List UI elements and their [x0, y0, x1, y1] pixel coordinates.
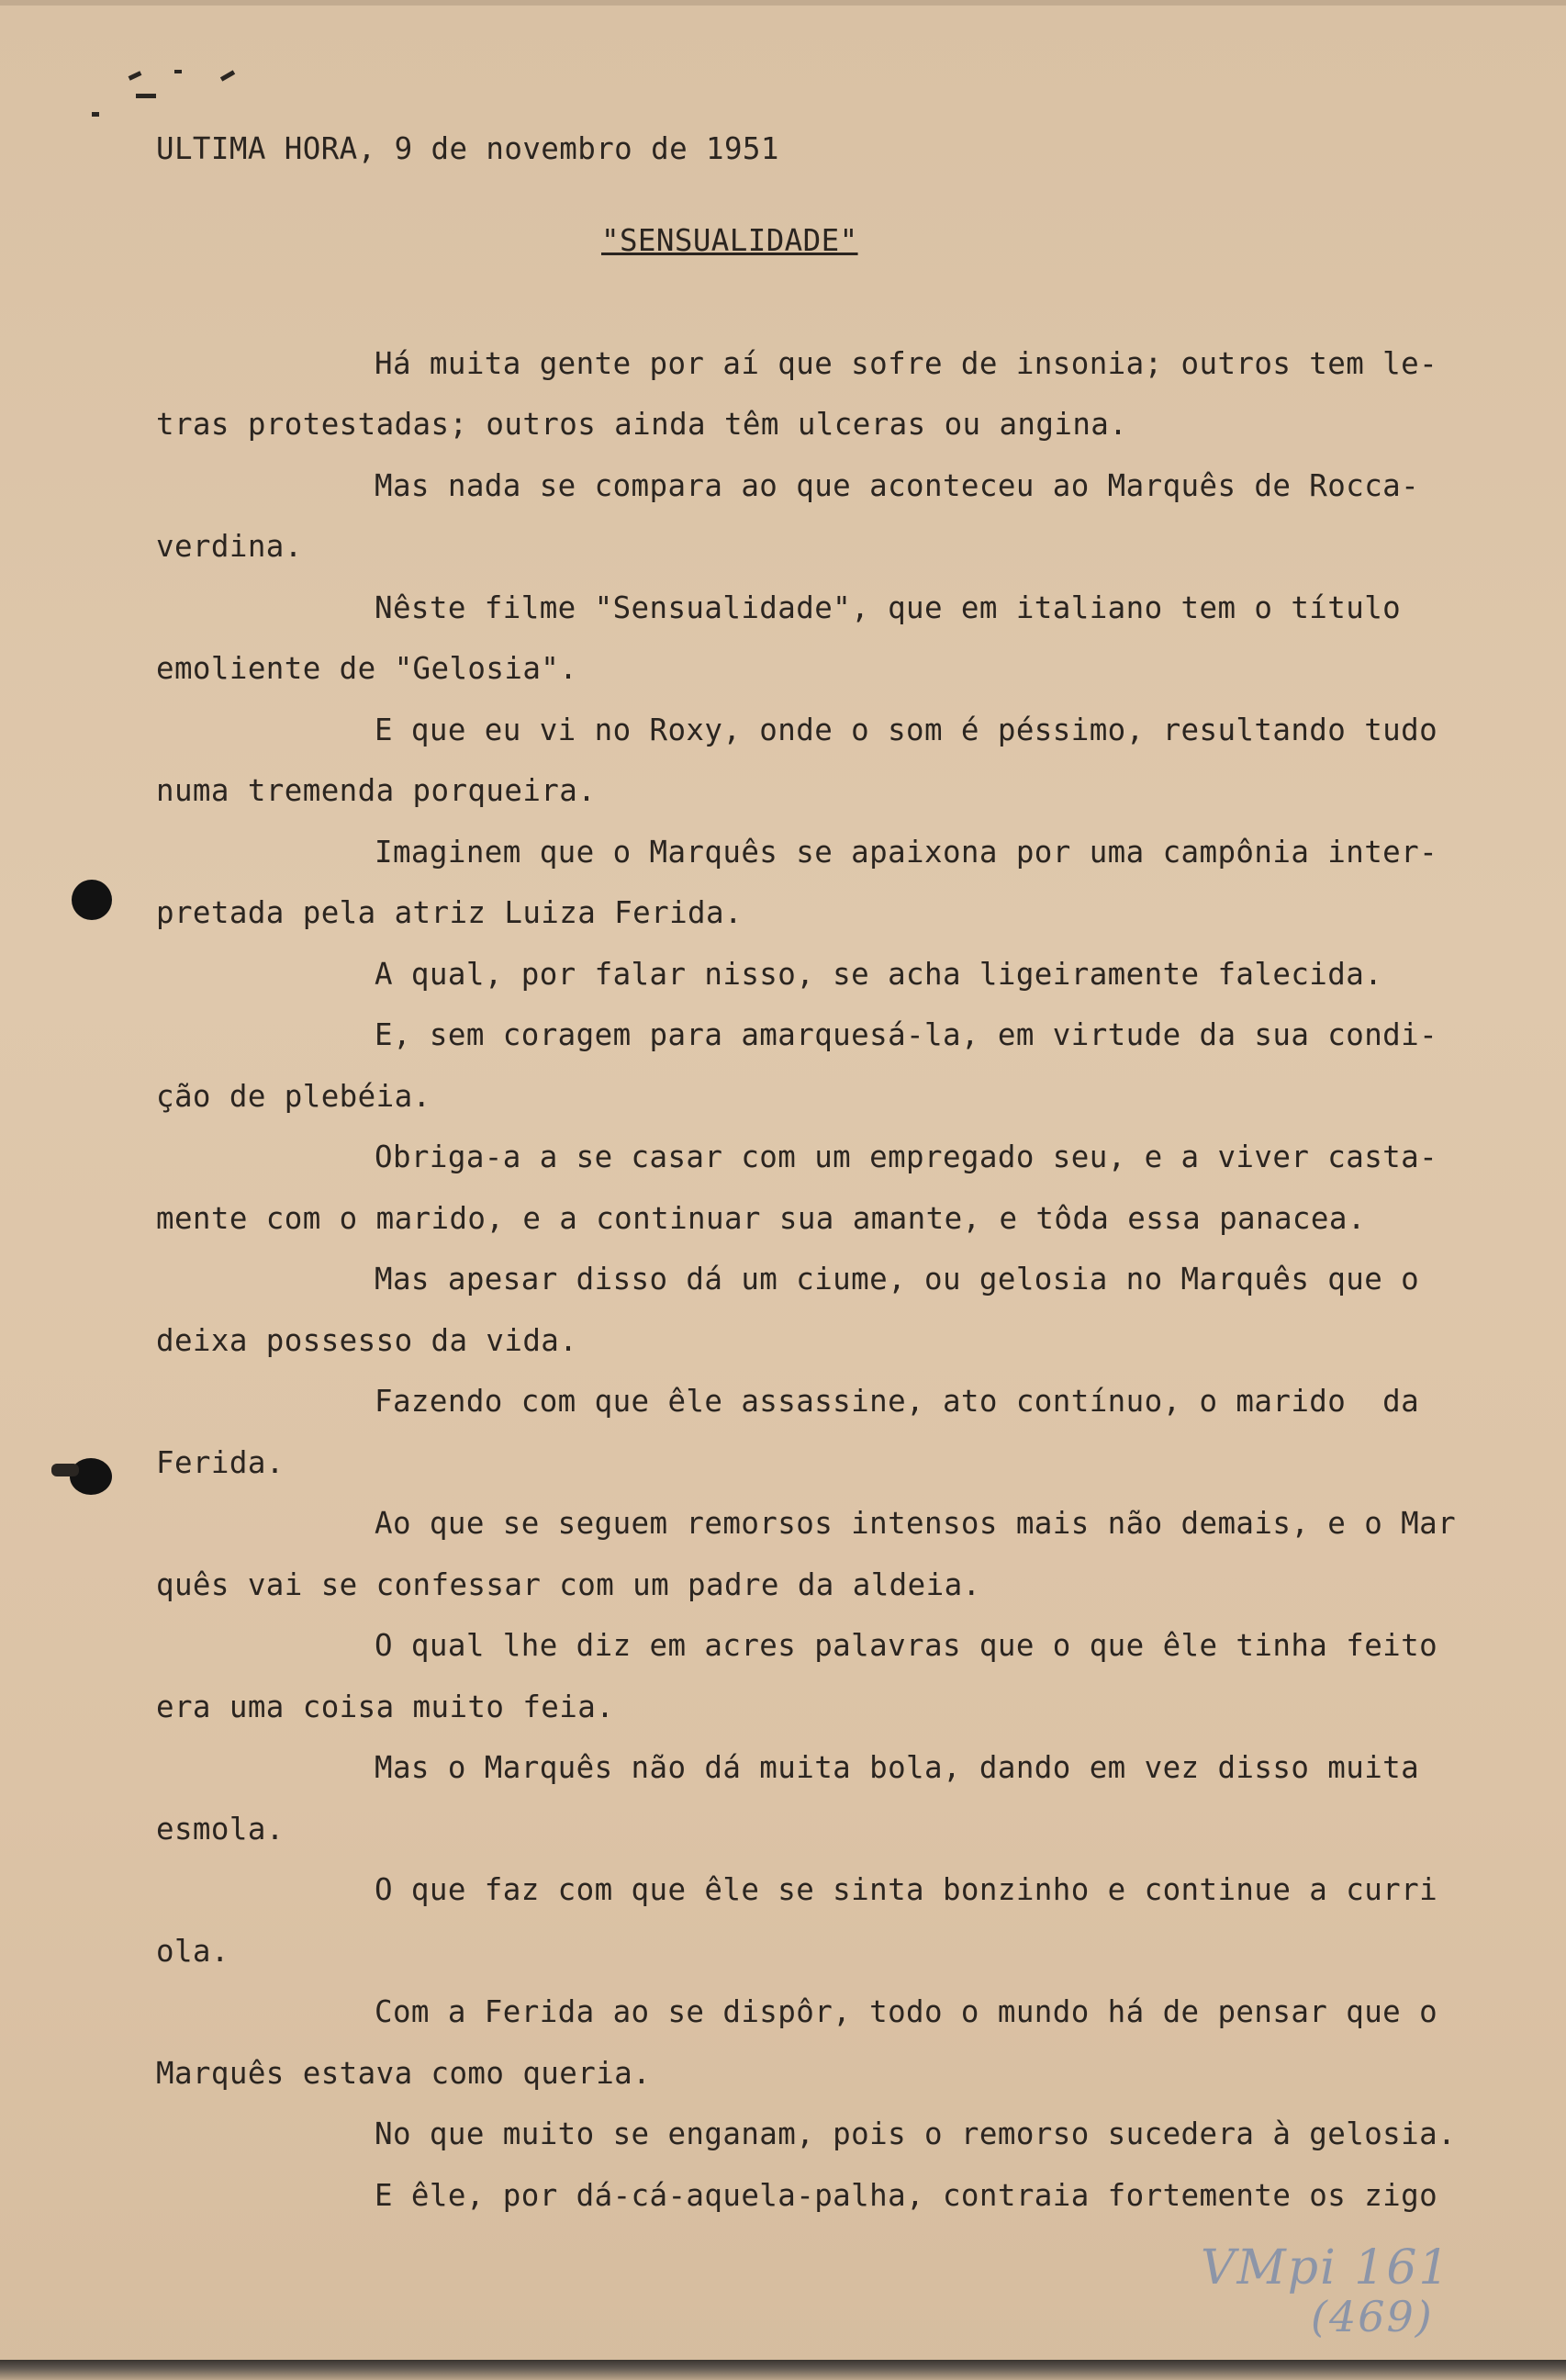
page-top-edge	[0, 0, 1566, 6]
text-line: era uma coisa muito feia.	[156, 1690, 615, 1724]
text-line: O qual lhe diz em acres palavras que o que êle tinha feito	[375, 1628, 1438, 1663]
page-bottom-edge	[0, 2360, 1566, 2380]
text-line: No que muito se enganam, pois o remorso sucedera à gelosia.	[375, 2116, 1457, 2151]
text-line: numa tremenda porqueira.	[156, 773, 597, 808]
text-line: esmola.	[156, 1812, 285, 1847]
text-line: A qual, por falar nisso, se acha ligeiramente falecida.	[375, 957, 1383, 992]
stray-mark	[174, 70, 182, 73]
article-title: "SENSUALIDADE"	[601, 223, 858, 258]
text-line: Mas apesar disso dá um ciume, ou gelosia no Marquês que o	[375, 1262, 1420, 1297]
text-line: verdina.	[156, 529, 303, 564]
text-line: E, sem coragem para amarquesá-la, em virtude da sua condi-	[375, 1017, 1438, 1052]
text-line: E êle, por dá-cá-aquela-palha, contraia fortemente os zigo	[375, 2178, 1438, 2213]
stray-mark	[129, 71, 142, 80]
text-line: tras protestadas; outros ainda têm ulceras ou angina.	[156, 407, 1128, 442]
annotation-line-1: VMpi 161	[1201, 2240, 1451, 2296]
text-line: deixa possesso da vida.	[156, 1323, 578, 1358]
archive-annotation	[1201, 2240, 1476, 2369]
punch-hole-icon	[72, 880, 112, 920]
stray-mark	[92, 112, 99, 117]
stray-mark	[220, 70, 235, 81]
text-line: Nêste filme "Sensualidade", que em italiano tem o título	[375, 590, 1402, 625]
text-line: Mas o Marquês não dá muita bola, dando em vez disso muita	[375, 1750, 1420, 1785]
annotation-line-2: (469)	[1311, 2292, 1434, 2341]
text-line: Ao que se seguem remorsos intensos mais não demais, e o Mar	[375, 1506, 1457, 1541]
text-line: pretada pela atriz Luiza Ferida.	[156, 895, 743, 930]
text-line: O que faz com que êle se sinta bonzinho e continue a curri	[375, 1872, 1438, 1907]
text-line: E que eu vi no Roxy, onde o som é péssimo, resultando tudo	[375, 713, 1438, 747]
stray-mark	[136, 94, 156, 98]
text-line: Imaginem que o Marquês se apaixona por uma campônia inter-	[375, 835, 1438, 870]
text-line: Ferida.	[156, 1445, 285, 1480]
text-line: Há muita gente por aí que sofre de insonia; outros tem le-	[375, 346, 1438, 381]
text-line: mente com o marido, e a continuar sua amante, e tôda essa panacea.	[156, 1201, 1366, 1236]
dateline: ULTIMA HORA, 9 de novembro de 1951	[156, 131, 779, 166]
text-line: Mas nada se compara ao que aconteceu ao Marquês de Rocca-	[375, 468, 1420, 503]
text-line: emoliente de "Gelosia".	[156, 651, 578, 686]
text-line: ção de plebéia.	[156, 1079, 431, 1114]
text-line: Obriga-a a se casar com um empregado seu, e a viver casta-	[375, 1139, 1438, 1174]
text-line: Fazendo com que êle assassine, ato contínuo, o marido da	[375, 1384, 1420, 1419]
text-line: ola.	[156, 1934, 229, 1969]
text-line: quês vai se confessar com um padre da aldeia.	[156, 1567, 981, 1602]
text-line: Com a Ferida ao se dispôr, todo o mundo há de pensar que o	[375, 1994, 1438, 2029]
text-line: Marquês estava como queria.	[156, 2056, 652, 2091]
punch-hole-tear	[51, 1464, 79, 1476]
